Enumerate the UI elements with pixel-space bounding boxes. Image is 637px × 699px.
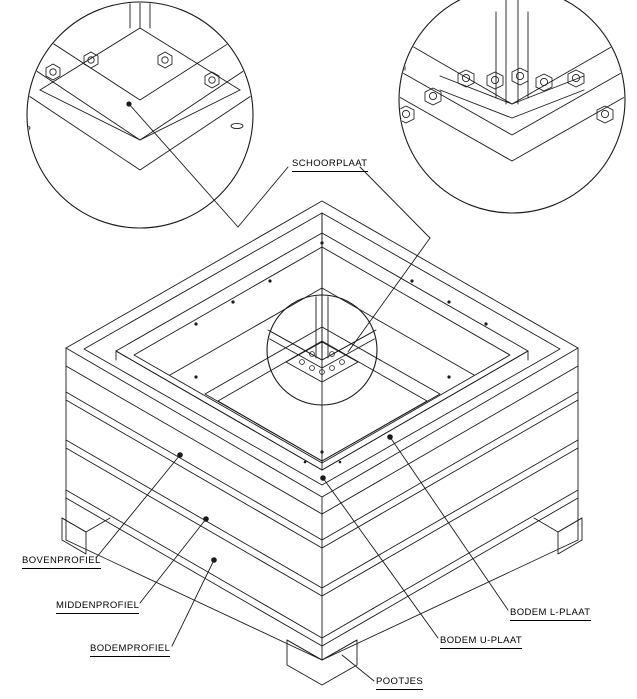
callout-bodem-l-plaat: BODEM L-PLAAT xyxy=(510,607,591,621)
detail-top-left xyxy=(0,0,290,228)
detail-top-right xyxy=(380,0,637,213)
callout-bodemprofiel: BODEMPROFIEL xyxy=(90,643,170,657)
callout-pootjes: POOTJES xyxy=(376,676,423,690)
callout-middenprofiel: MIDDENPROFIEL xyxy=(56,600,139,614)
leader-lines xyxy=(96,104,508,681)
callout-bovenprofiel: BOVENPROFIEL xyxy=(22,555,101,569)
leader-dots xyxy=(177,434,393,563)
callout-bodem-u-plaat: BODEM U-PLAAT xyxy=(440,635,522,649)
callout-schoorplaat: SCHOORPLAAT xyxy=(292,158,368,172)
